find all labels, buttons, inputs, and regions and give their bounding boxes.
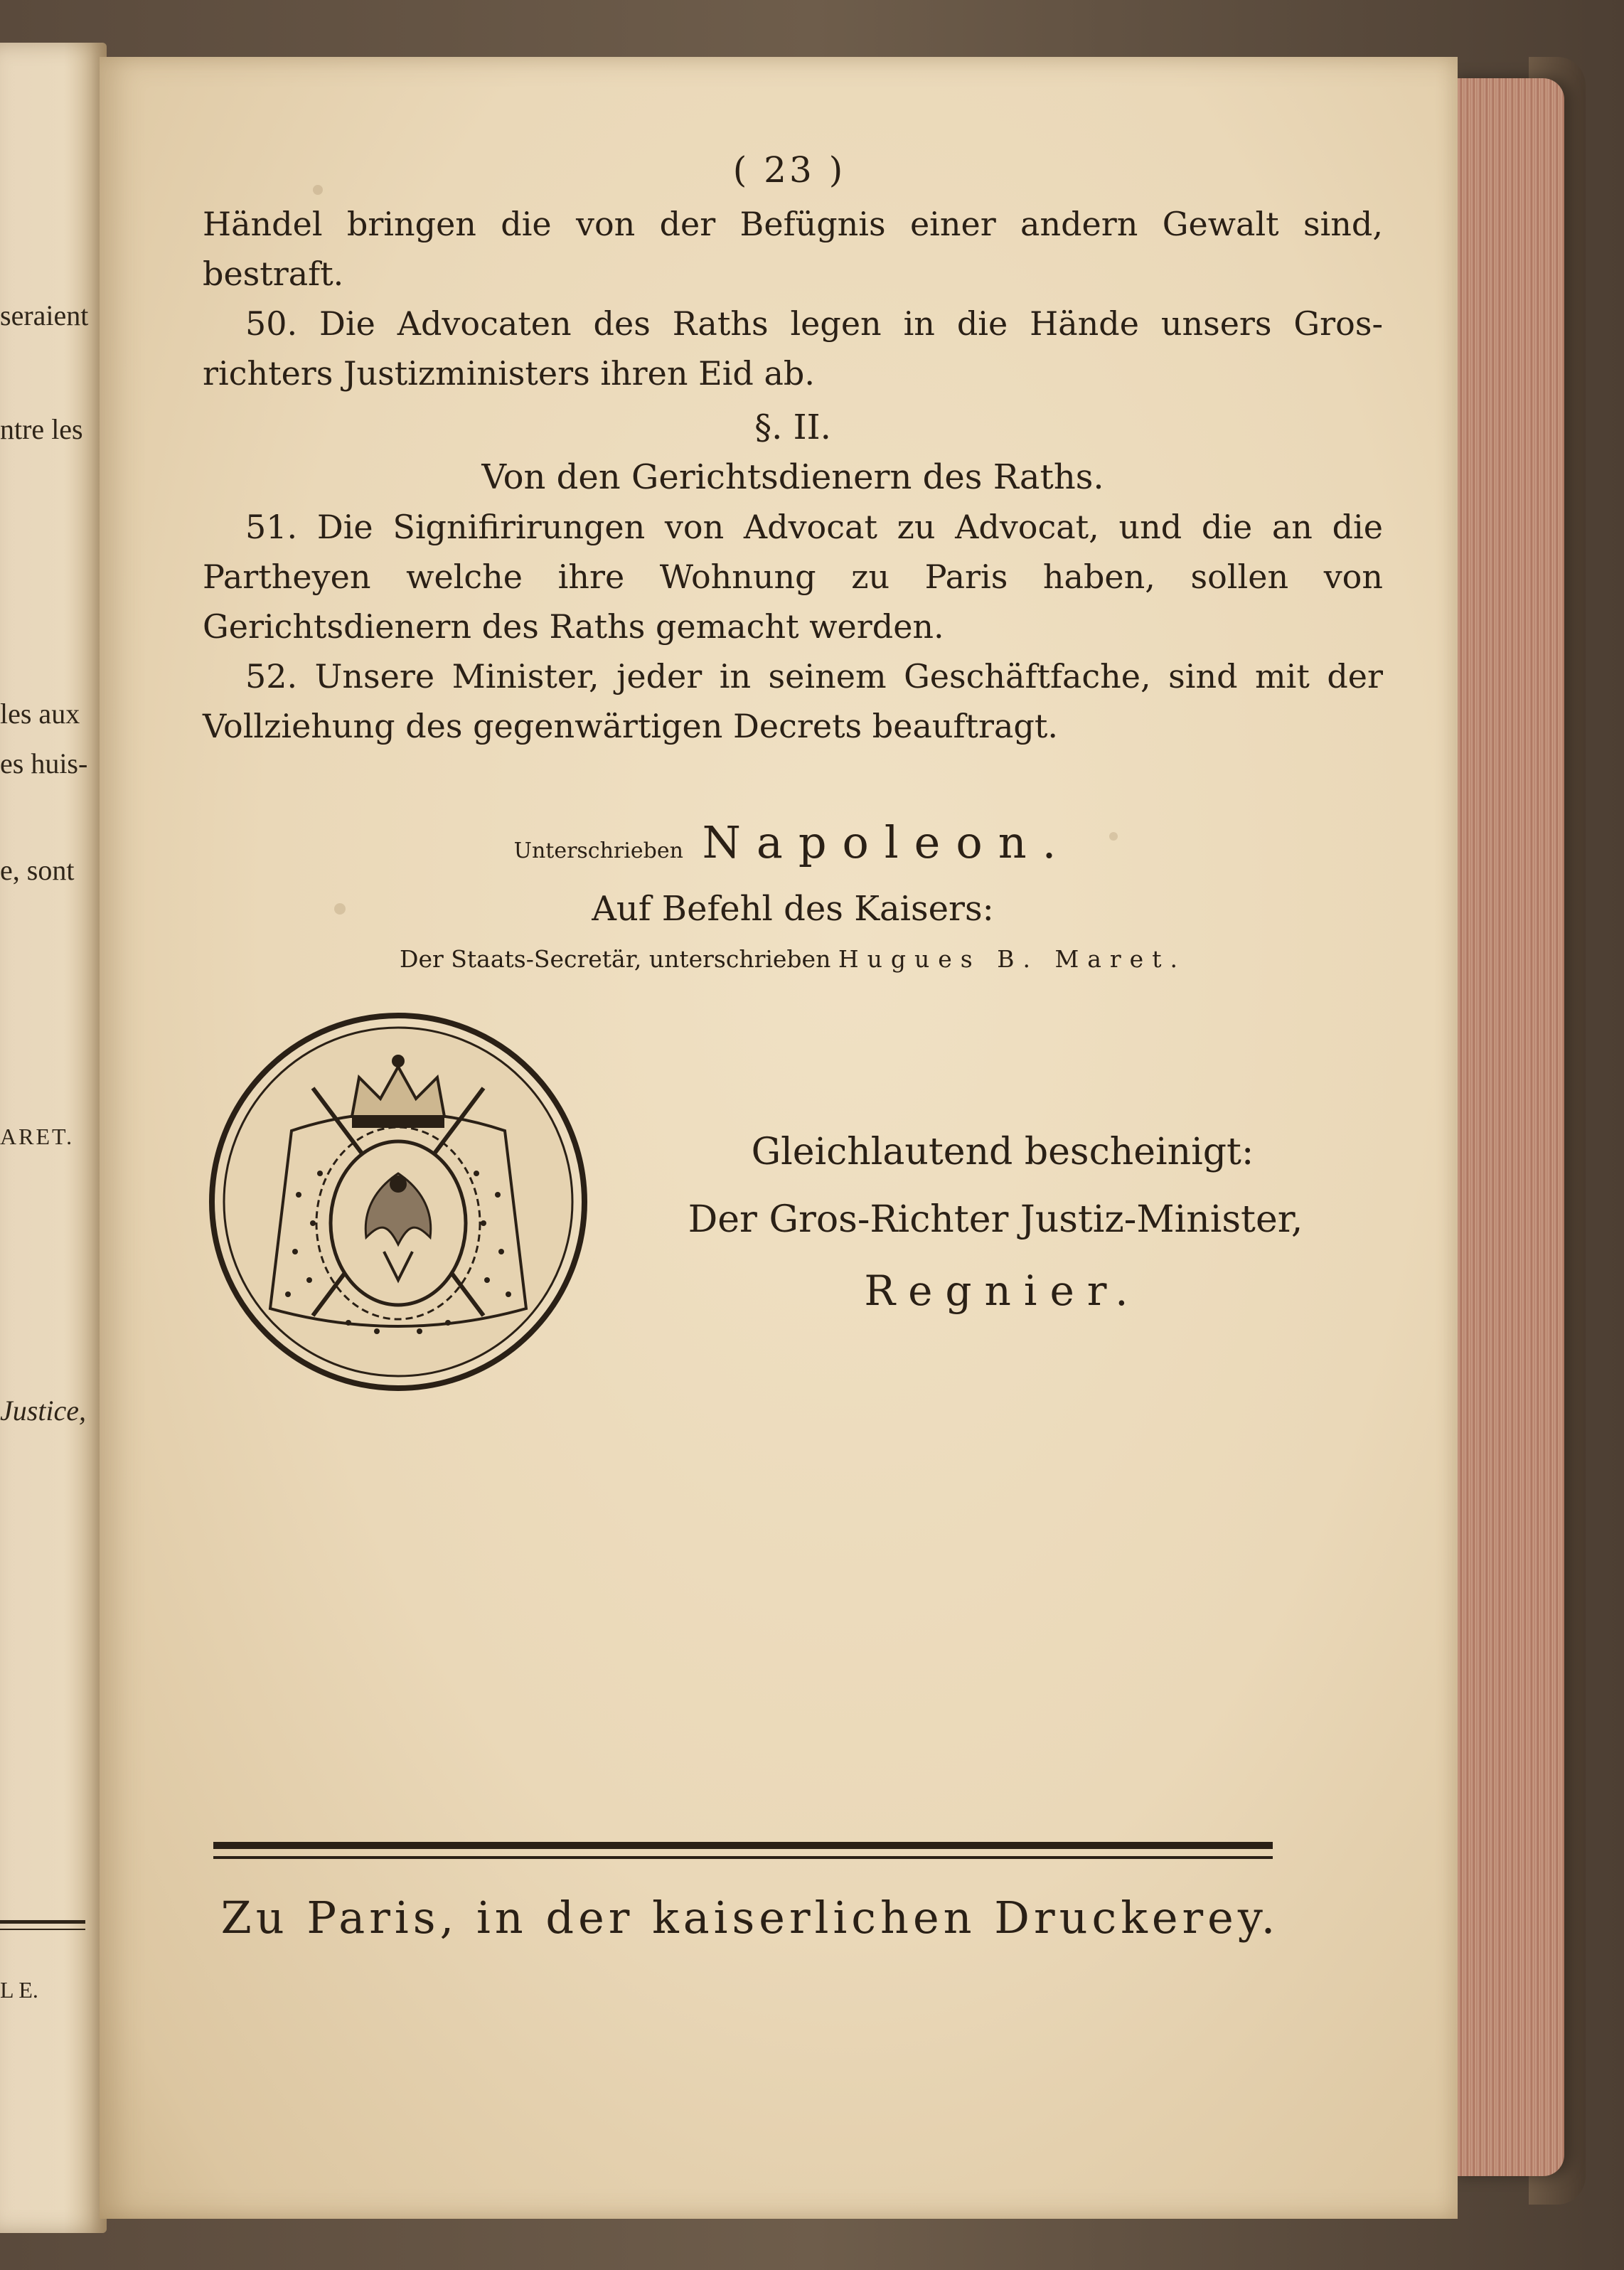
signature-prefix: Unterschrieben: [513, 838, 683, 863]
secretary-name: Hugues B. Maret.: [838, 945, 1186, 973]
secretary-line: [203, 938, 1383, 981]
imperial-seal-icon: [206, 1010, 590, 1394]
left-fragment: ntre les: [0, 413, 83, 445]
left-fragment: ARET.: [0, 1124, 75, 1149]
left-fragment: seraient: [0, 299, 89, 331]
book-page-edges: [1451, 78, 1564, 2176]
left-fragment: les aux: [0, 698, 80, 730]
left-facing-page: [0, 43, 107, 2233]
signatory-name: Napoleon.: [702, 816, 1072, 868]
left-fragment: es huis-: [0, 747, 88, 779]
section-number: §. II.: [754, 407, 831, 447]
body-text: [203, 199, 1383, 751]
book-page: [100, 57, 1458, 2219]
left-fragment: e, sont: [0, 854, 75, 886]
signature-line: [203, 814, 1383, 880]
certification-heading: Gleichlautend bescheinigt:: [751, 1131, 1254, 1173]
paragraph: Händel bringen die von der Befügnis einer andern Gewalt sind, bestraft.: [203, 205, 1383, 293]
certification-block: [675, 1120, 1315, 1326]
imprint-rule-thin: [213, 1856, 1273, 1859]
certification-title: Der Gros-Richter Justiz-Minister,: [688, 1198, 1303, 1241]
printer-imprint: Zu Paris, in der kaiserlichen Druckerey.: [220, 1892, 1280, 1944]
paragraph-50: 50. Die Advocaten des Raths legen in die Hände unsers Gros-richters Justizministers ihren Eid ab.: [203, 304, 1383, 393]
section-title: Von den Gerichtsdienern des Raths.: [481, 457, 1104, 497]
certifier-name: Regnier.: [864, 1267, 1141, 1315]
paragraph-51: 51. Die Signifirirungen von Advocat zu Advocat, und die an die Partheyen welche ihre Wohnung zu Paris haben, sollen von Gerichtsdienern des Raths gemacht werden.: [203, 508, 1383, 646]
left-fragment: L E.: [0, 1977, 38, 2003]
command-line: Auf Befehl des Kaisers:: [592, 889, 994, 929]
paragraph-52: 52. Unsere Minister, jeder in seinem Geschäftfache, sind mit der Vollziehung des gegenwärtigen Decrets beauftragt.: [203, 657, 1383, 745]
left-rule: [0, 1929, 85, 1930]
paper-spot: [313, 185, 323, 195]
left-fragment: Justice,: [0, 1395, 87, 1427]
secretary-text: Der Staats-Secretär, unterschrieben: [400, 945, 831, 973]
imprint-rule-thick: [213, 1842, 1273, 1849]
signature-block: [203, 814, 1383, 981]
left-rule: [0, 1920, 85, 1924]
page-number: ( 23 ): [732, 149, 846, 191]
